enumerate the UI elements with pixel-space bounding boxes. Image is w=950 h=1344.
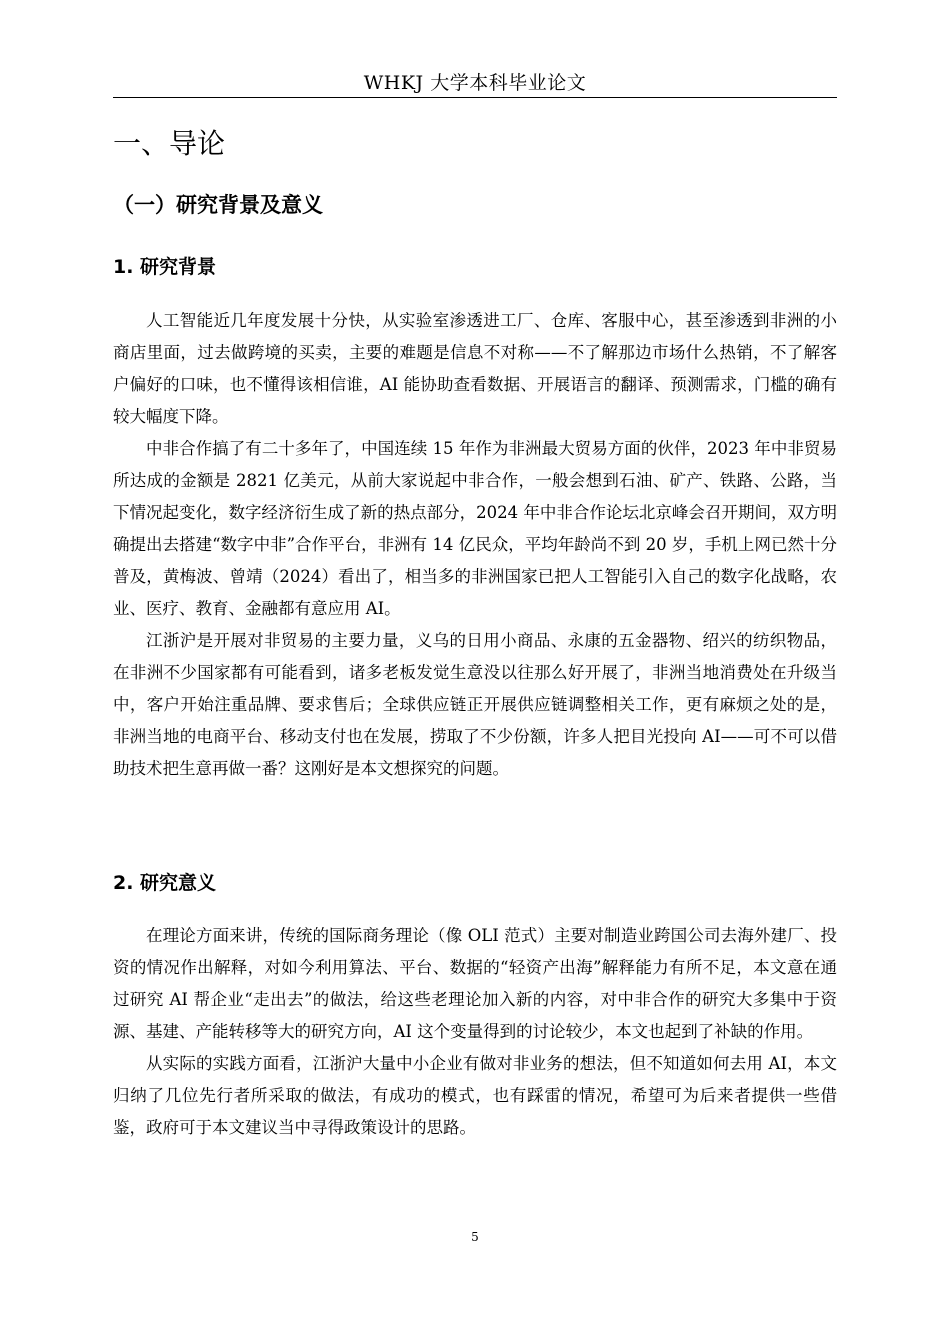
subsection-title-significance: 2. 研究意义 [113,872,217,894]
running-header: WHKJ 大学本科毕业论文 [363,72,587,94]
header-rule [113,97,837,98]
page-number: 5 [471,1230,479,1244]
section-title: （一）研究背景及意义 [113,193,323,217]
paragraph: 江浙沪是开展对非贸易的主要力量，义乌的日用小商品、永康的五金器物、绍兴的纺织物品，在非洲不少国家都有可能看到，诸多老板发觉生意没以往那么好开展了，非洲当地消费处在升级当中，客户开始注重品牌、要求售后；全球供应链正开展供应链调整相关工作，更有麻烦之处的是，非洲当地的电商平台、移动支付也在发展，捞取了不少份额，许多人把目光投向 AI——可不可以借助技术把生意再做一番？这刚好是本文想探究的问题。 [113,631,837,778]
chapter-title: 一、导论 [113,127,226,160]
paragraph: 人工智能近几年度发展十分快，从实验室渗透进工厂、仓库、客服中心，甚至渗透到非洲的小商店里面，过去做跨境的买卖，主要的难题是信息不对称——不了解那边市场什么热销，不了解客户偏好的口味，也不懂得该相信谁，AI 能协助查看数据、开展语言的翻译、预测需求，门槛的确有较大幅度下降。 [113,311,837,426]
background-body [113,305,837,785]
paragraph: 中非合作搞了有二十多年了，中国连续 15 年作为非洲最大贸易方面的伙伴，2023 年中非贸易所达成的金额是 2821 亿美元，从前大家说起中非合作，一般会想到石油、矿产、铁路、公路，当下情况起变化，数字经济衍生成了新的热点部分，2024 年中非合作论坛北京峰会召开期间，双方明确提出去搭建“数字中非”合作平台，非洲有 14 亿民众，平均年龄尚不到 20 岁，手机上网已然十分普及，黄梅波、曾靖（2024）看出了，相当多的非洲国家已把人工智能引入自己的数字化战略，农业、医疗、教育、金融都有意应用 AI。 [113,439,837,618]
significance-body [113,920,837,1144]
paragraph: 从实际的实践方面看，江浙沪大量中小企业有做对非业务的想法，但不知道如何去用 AI，本文归纳了几位先行者所采取的做法，有成功的模式，也有踩雷的情况，希望可为后来者提供一些借鉴，政府可于本文建议当中寻得政策设计的思路。 [113,1054,837,1137]
subsection-title-background: 1. 研究背景 [113,256,217,278]
paragraph: 在理论方面来讲，传统的国际商务理论（像 OLI 范式）主要对制造业跨国公司去海外建厂、投资的情况作出解释，对如今利用算法、平台、数据的“轻资产出海”解释能力有所不足，本文意在通过研究 AI 帮企业“走出去”的做法，给这些老理论加入新的内容，对中非合作的研究大多集中于资源、基建、产能转移等大的研究方向，AI 这个变量得到的讨论较少，本文也起到了补缺的作用。 [113,926,837,1041]
